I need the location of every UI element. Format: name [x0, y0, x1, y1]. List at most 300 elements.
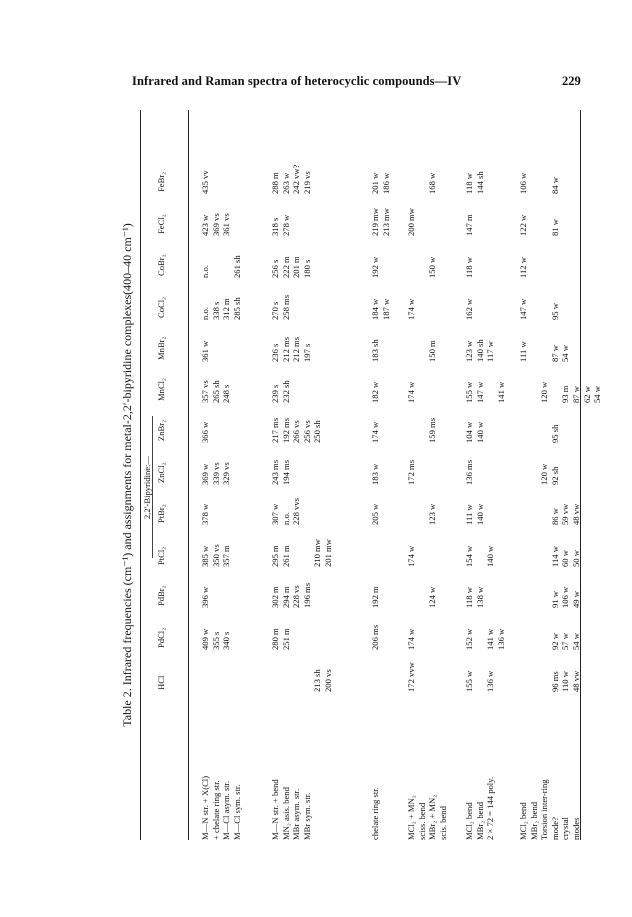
frequency-value: 111 w [518, 341, 528, 362]
frequency-value: 265 sh [210, 380, 221, 403]
frequency-value: 236 s [270, 343, 280, 362]
frequency-value [417, 340, 428, 362]
frequency-value [529, 215, 540, 236]
frequency-value [417, 257, 428, 278]
frequency-value: 136 ms [464, 459, 474, 485]
frequency-cell [406, 629, 417, 650]
frequency-value: 217 ms [270, 417, 280, 443]
frequency-value [406, 418, 417, 443]
frequency-value [529, 382, 540, 403]
frequency-value: 140 w [485, 545, 496, 567]
frequency-value: 92 w [549, 633, 560, 650]
table-top-rule [140, 110, 141, 840]
frequency-value [270, 669, 281, 692]
frequency-cell [464, 422, 485, 443]
frequency-cell [464, 299, 475, 320]
frequency-cell [464, 214, 475, 236]
frequency-value [529, 341, 540, 362]
frequency-value: 266 vs [291, 420, 302, 443]
frequency-value [539, 215, 550, 236]
frequency-value: 162 w [464, 298, 474, 320]
frequency-value: 136 w [485, 670, 496, 692]
frequency-value: 174 w [406, 298, 416, 320]
frequency-value: 197 s [301, 343, 312, 362]
frequency-cell [464, 171, 485, 194]
frequency-cell [518, 546, 582, 567]
frequency-value [529, 587, 540, 608]
frequency-value: 187 w [380, 298, 391, 320]
frequency-cell [518, 587, 582, 608]
frequency-value [291, 539, 302, 567]
frequency-cell [406, 504, 438, 525]
page-number: 229 [562, 74, 581, 88]
frequency-cell [270, 337, 312, 362]
frequency-value: 154 w [464, 545, 474, 567]
frequency-value: 147 w [518, 298, 528, 320]
span-header: 2,2′-Bipyridine:— [142, 455, 152, 520]
frequency-cell [270, 418, 323, 443]
frequency-value: 228 vvs [291, 498, 302, 525]
frequency-value: 183 sh [370, 339, 380, 362]
frequency-cell [370, 173, 391, 194]
frequency-cell [464, 382, 506, 403]
assignment-line: MBr₂ bend [474, 801, 485, 840]
frequency-value: 120 w [539, 381, 550, 403]
frequency-value: 110 w [560, 671, 571, 692]
frequency-value: 172 vvw [406, 662, 416, 692]
frequency-value: 91 w [549, 591, 560, 608]
frequency-cell [270, 215, 291, 236]
frequency-value [417, 504, 428, 525]
frequency-value [529, 546, 540, 567]
frequency-value: 423 w [200, 214, 210, 236]
frequency-value: 219 vs [301, 171, 312, 194]
assignment-line: M—N str. + X(Cl) [200, 775, 210, 840]
frequency-value: 369 vs [210, 213, 221, 236]
column-header: PdCl₂ [156, 627, 166, 648]
frequency-cell [370, 422, 381, 443]
frequency-value: 366 w [200, 421, 210, 443]
assignment-line: crystal [560, 817, 571, 840]
frequency-value: 155 w [464, 381, 474, 403]
frequency-value [539, 587, 550, 608]
frequency-value: 144 sh [474, 171, 485, 194]
frequency-cell [518, 504, 582, 525]
frequency-value: 307 w [270, 503, 280, 525]
frequency-cell [406, 340, 438, 362]
frequency-value: 87 w [549, 345, 560, 362]
frequency-value: 141 w [485, 628, 496, 650]
frequency-value: 228 vs [291, 585, 302, 608]
frequency-cell [406, 460, 417, 485]
frequency-value: 174 w [406, 628, 416, 650]
frequency-value: 180 s [301, 259, 312, 278]
frequency-value: 194 ms [280, 459, 291, 485]
frequency-value: 280 m [270, 628, 280, 650]
frequency-cell [406, 257, 438, 278]
frequency-cell [270, 669, 334, 692]
frequency-cell [370, 586, 381, 608]
frequency-value: 256 vs [301, 420, 312, 443]
frequency-cell [406, 382, 417, 403]
frequency-value: 239 s [270, 384, 280, 403]
frequency-value [550, 382, 561, 403]
frequency-value: 86 w [549, 508, 560, 525]
frequency-value [529, 464, 540, 485]
frequency-value: 258 ms [280, 294, 291, 320]
frequency-value: 59 vw [560, 503, 571, 525]
assignment-line: modes [570, 817, 581, 840]
column-header: MnCl₂ [156, 377, 166, 401]
frequency-value: 369 w [200, 463, 210, 485]
frequency-cell [464, 587, 485, 608]
assignment-cell [464, 712, 496, 840]
frequency-value: 118 w [464, 173, 474, 194]
frequency-value: 57 w [560, 633, 571, 650]
frequency-cell [518, 173, 560, 194]
frequency-value [539, 425, 550, 443]
column-header: MnBr₂ [156, 336, 166, 360]
frequency-value: 174 w [406, 381, 416, 403]
frequency-value: 174 w [370, 421, 380, 443]
assignment-line: MCl₂ bend [518, 802, 528, 840]
frequency-cell [370, 299, 391, 320]
frequency-value: 212 ms [280, 336, 291, 362]
frequency-cell [518, 341, 571, 362]
frequency-value: 256 s [270, 259, 280, 278]
frequency-value: 302 m [270, 586, 280, 608]
assignment-line: Torsion inter-ring [539, 779, 550, 840]
frequency-value: 104 w [464, 421, 474, 443]
frequency-cell [200, 341, 211, 362]
frequency-value: 136 w [495, 628, 506, 650]
frequency-value: n.o. [200, 265, 210, 278]
frequency-value: 150 m [427, 340, 438, 362]
frequency-value: 278 w [280, 214, 291, 236]
frequency-value: 251 m [280, 628, 291, 650]
frequency-value [529, 671, 540, 692]
frequency-cell [370, 504, 381, 525]
frequency-cell [464, 339, 496, 362]
frequency-value [475, 671, 486, 692]
frequency-value: 159 ms [427, 417, 438, 443]
assignment-line: MBr₂ + MN₂ [427, 794, 438, 840]
assignment-cell [270, 712, 312, 840]
frequency-value: 355 s [210, 631, 221, 650]
frequency-value: 50 w [570, 550, 581, 567]
frequency-cell [406, 662, 417, 692]
frequency-value [539, 546, 550, 567]
assignment-line: sciss. bend [416, 802, 427, 840]
frequency-value: 201 mw [322, 539, 333, 567]
frequency-value: 338 s [210, 301, 221, 320]
frequency-value: 205 w [370, 503, 380, 525]
frequency-value: 242 vw? [291, 164, 302, 194]
column-header: FeCl₂ [156, 214, 166, 234]
assignment-cell [518, 712, 582, 840]
frequency-value [406, 587, 417, 608]
frequency-value [518, 504, 529, 525]
frequency-cell [406, 208, 417, 236]
frequency-value: 232 sh [280, 380, 291, 403]
frequency-cell [200, 544, 232, 567]
assignment-line: MN₂ asis. bend [280, 787, 291, 840]
column-header: PdBr₂ [156, 585, 166, 606]
frequency-value: 192 ms [280, 417, 291, 443]
assignment-line: scis. bend [437, 806, 448, 840]
frequency-value: 168 w [427, 172, 438, 194]
frequency-value [518, 546, 529, 567]
frequency-value: 140 w [474, 503, 485, 525]
frequency-cell [200, 587, 211, 608]
frequency-value: 318 s [270, 217, 280, 236]
frequency-value [539, 299, 550, 320]
frequency-value: 62 w [581, 386, 592, 403]
frequency-value: 81 w [549, 219, 560, 236]
frequency-cell [270, 498, 302, 525]
frequency-cell [406, 587, 438, 608]
frequency-value: 95 sh [549, 424, 560, 443]
frequency-cell [270, 460, 291, 485]
frequency-value: 350 vs [210, 544, 221, 567]
frequency-cell [270, 165, 312, 194]
column-header: ZnBr₂ [156, 419, 166, 441]
column-header: FeBr₂ [156, 171, 166, 192]
column-header: PtBr₂ [156, 504, 166, 523]
frequency-value [529, 173, 540, 194]
frequency-value [518, 464, 529, 485]
frequency-value: 118 w [464, 587, 474, 608]
frequency-cell [270, 380, 291, 403]
frequency-value: 49 w [570, 591, 581, 608]
frequency-cell [518, 299, 560, 320]
frequency-value: 124 w [427, 586, 438, 608]
frequency-value: 111 w [464, 504, 474, 525]
frequency-cell [464, 629, 506, 650]
frequency-cell [270, 539, 334, 567]
frequency-value: 152 w [464, 628, 474, 650]
frequency-value [539, 504, 550, 525]
column-header: PtCl₂ [156, 546, 166, 565]
frequency-value: 174 w [406, 545, 416, 567]
assignment-line: + chelate ring str. [210, 780, 221, 840]
frequency-value: 140 w [474, 421, 485, 443]
frequency-cell [464, 546, 496, 567]
frequency-value [417, 418, 428, 443]
frequency-value: 357 vs [200, 380, 210, 403]
frequency-value: 112 w [518, 257, 528, 278]
frequency-value [518, 633, 529, 650]
frequency-value: 329 vs [221, 462, 232, 485]
frequency-value: 196 ms [301, 582, 312, 608]
frequency-value: 114 w [549, 546, 560, 567]
frequency-value: 261 sh [231, 255, 242, 278]
frequency-cell [406, 299, 417, 320]
frequency-value: 435 vv [200, 170, 210, 194]
frequency-value: 385 w [200, 545, 210, 567]
frequency-value: 147 w [474, 381, 485, 403]
frequency-value [406, 257, 417, 278]
frequency-value: 54 w [560, 345, 571, 362]
frequency-cell [200, 504, 211, 525]
rotated-table [120, 110, 603, 840]
frequency-value [417, 173, 428, 194]
frequency-value: 378 w [200, 503, 210, 525]
frequency-cell [464, 671, 496, 692]
frequency-cell [200, 422, 211, 443]
frequency-value: 123 w [464, 340, 474, 362]
assignment-line: chelate ring str. [370, 787, 380, 840]
frequency-value: 141 w [495, 381, 506, 403]
frequency-cell [200, 255, 242, 278]
frequency-value: 339 vs [210, 462, 221, 485]
frequency-value [475, 546, 486, 567]
frequency-value: 122 w [518, 214, 528, 236]
frequency-value [518, 425, 529, 443]
frequency-value: 295 m [270, 545, 280, 567]
frequency-value [406, 504, 417, 525]
frequency-value: n.o. [200, 307, 210, 320]
frequency-value: 250 sh [312, 420, 323, 443]
frequency-value: 285 sh [231, 297, 242, 320]
table-header-rule [188, 110, 189, 840]
frequency-value [539, 671, 550, 692]
frequency-value: 261 m [280, 545, 291, 567]
frequency-value: 222 m [280, 256, 291, 278]
frequency-cell [200, 629, 232, 650]
frequency-cell [370, 464, 381, 485]
assignment-line: MCl₂ + MN₂ [406, 795, 416, 840]
assignment-line: mode? [549, 817, 560, 840]
frequency-cell [518, 382, 603, 403]
frequency-value: 106 w [518, 172, 528, 194]
table-caption: Table 2. Infrared frequencies (cm⁻¹) and assignments for metal-2,2′-bipyridine complexes(400–40 cm⁻¹) [120, 223, 134, 727]
frequency-value: 182 w [370, 381, 380, 403]
frequency-value: 340 s [221, 631, 232, 650]
frequency-value: 288 m [270, 172, 280, 194]
frequency-cell [370, 339, 381, 362]
frequency-value: 184 w [370, 298, 380, 320]
frequency-cell [370, 382, 381, 403]
frequency-cell [464, 504, 485, 525]
frequency-cell [518, 425, 560, 443]
frequency-value: 96 ms [549, 671, 560, 692]
frequency-value: 201 w [370, 172, 380, 194]
frequency-cell [518, 464, 560, 485]
frequency-cell [200, 380, 232, 403]
assignment-line: M—Cl asym. str. [221, 780, 232, 840]
frequency-value: 87 w [570, 386, 581, 403]
frequency-cell [200, 170, 211, 194]
frequency-value: 60 w [560, 550, 571, 567]
frequency-cell [518, 215, 560, 236]
frequency-value [539, 173, 550, 194]
frequency-cell [406, 173, 438, 194]
frequency-cell [200, 297, 242, 320]
frequency-value: 54 w [592, 386, 603, 403]
frequency-value: 192 m [370, 586, 380, 608]
frequency-cell [406, 546, 417, 567]
frequency-value [539, 341, 550, 362]
frequency-value: 186 w [380, 172, 391, 194]
assignment-line: 2 × 72 = 144 poly. [485, 776, 496, 840]
frequency-value: 206 ms [370, 624, 380, 650]
frequency-value: 138 w [474, 586, 485, 608]
frequency-value: 140 sh [474, 339, 485, 362]
frequency-value: 123 w [427, 503, 438, 525]
frequency-cell [270, 256, 312, 278]
frequency-value [211, 255, 222, 278]
column-header: CoCl₂ [156, 296, 166, 318]
frequency-value [475, 629, 486, 650]
frequency-cell [518, 257, 529, 278]
frequency-value [529, 299, 540, 320]
assignment-cell [200, 712, 242, 840]
assignment-line: MBr sym. str. [301, 792, 312, 840]
frequency-cell [270, 583, 312, 608]
frequency-value: 95 w [549, 303, 560, 320]
frequency-cell [370, 208, 391, 236]
frequency-cell [518, 633, 582, 650]
assignment-line: MBr asym. str. [291, 788, 302, 840]
frequency-value: 361 w [200, 340, 210, 362]
frequency-value [529, 425, 540, 443]
assignment-line: M—N str. + bend [270, 779, 280, 840]
frequency-value [539, 633, 550, 650]
assignment-cell [370, 712, 381, 840]
frequency-value: 92 sh [549, 466, 560, 485]
running-title: Infrared and Raman spectra of heterocyclic compounds—IV [132, 74, 462, 88]
frequency-value [221, 255, 232, 278]
frequency-value: 118 w [464, 257, 474, 278]
frequency-value: 54 w [570, 633, 581, 650]
frequency-value: 396 w [200, 586, 210, 608]
column-header: ZnCl₂ [156, 462, 166, 483]
frequency-value: 248 s [221, 384, 232, 403]
frequency-value: 183 w [370, 463, 380, 485]
frequency-value: 120 w [539, 463, 550, 485]
column-header: HCl [156, 675, 166, 690]
frequency-value: 200 vs [322, 669, 333, 692]
frequency-value [529, 504, 540, 525]
frequency-cell [464, 460, 475, 485]
frequency-value: 172 ms [406, 459, 416, 485]
frequency-value: 294 m [280, 586, 291, 608]
assignment-line: MBr₂ bend [528, 801, 539, 840]
assignment-line: M—Cl sym. str. [231, 784, 242, 840]
frequency-value: 200 mw [406, 208, 416, 236]
frequency-value: 106 w [560, 586, 571, 608]
frequency-value: 212 ms [291, 336, 302, 362]
span-header-line [152, 416, 153, 558]
frequency-value [302, 669, 313, 692]
frequency-value: 150 w [427, 256, 438, 278]
frequency-value [518, 671, 529, 692]
frequency-value [406, 340, 417, 362]
frequency-value: 48 vw [570, 670, 581, 692]
frequency-value: 147 m [464, 214, 474, 236]
frequency-value [518, 587, 529, 608]
frequency-value [417, 587, 428, 608]
frequency-cell [270, 628, 291, 650]
table-bottom-rule [580, 110, 581, 840]
frequency-value: 155 w [464, 670, 474, 692]
frequency-value [485, 382, 496, 403]
frequency-value: 361 vs [221, 213, 232, 236]
frequency-value: 213 sh [312, 669, 323, 692]
frequency-value: n.o. [280, 512, 291, 525]
frequency-value: 117 w [485, 341, 496, 362]
